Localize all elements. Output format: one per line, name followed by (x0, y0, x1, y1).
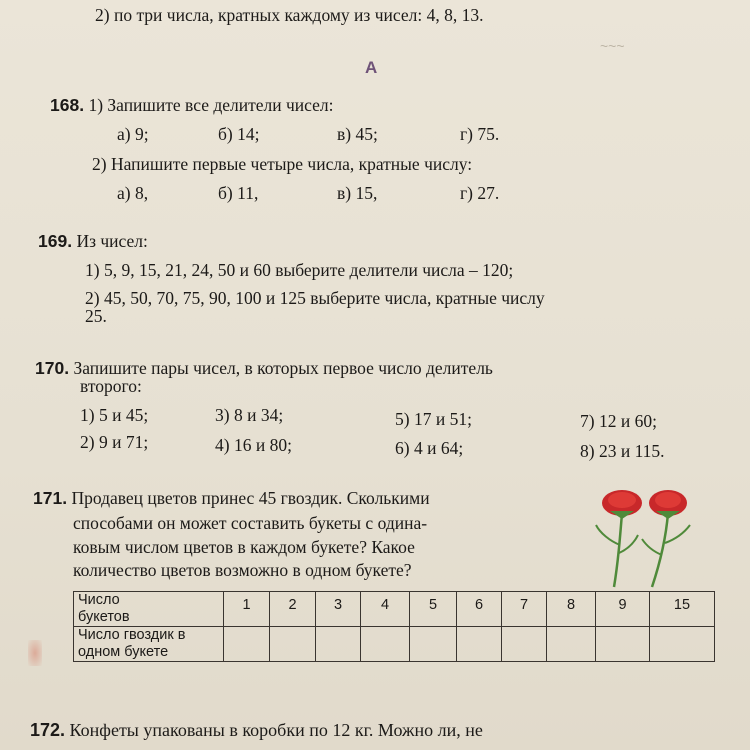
table-cell: 1 (224, 592, 270, 627)
table-row (74, 627, 715, 662)
table-cell: 9 (596, 592, 650, 627)
table-cell: 3 (316, 592, 361, 627)
bleed-through-text: ~~~ (600, 38, 625, 54)
top-line: 2) по три числа, кратных каждому из чисел: 4, 8, 13. (95, 5, 484, 25)
table-cell-empty (270, 627, 316, 662)
pair-item: 4) 16 и 80; (215, 435, 292, 455)
page-stain (28, 640, 42, 666)
problem-169-line1: 1) 5, 9, 15, 21, 24, 50 и 60 выберите делители числа – 120; (85, 260, 514, 280)
section-label: A (365, 58, 378, 77)
answer-option: в) 45; (337, 124, 378, 144)
table-cell: 8 (547, 592, 596, 627)
problem-169-line3: 25. (85, 306, 107, 326)
table-cell: 4 (361, 592, 410, 627)
pair-item: 6) 4 и 64; (395, 438, 464, 458)
table-cell-empty (547, 627, 596, 662)
problem-171-line4: количество цветов возможно в одном букете? (73, 560, 412, 580)
table-cell-empty (650, 627, 715, 662)
problem-number: 171. (33, 488, 68, 508)
table-cell-empty (224, 627, 270, 662)
table-header-bouquets: Число букетов (74, 592, 224, 627)
problem-171-line2: способами он может составить букеты с одина- (73, 513, 428, 533)
pair-item: 7) 12 и 60; (580, 411, 657, 431)
problem-171-line3: ковым числом цветов в каждом букете? Какое (73, 537, 415, 557)
pair-item: 3) 8 и 34; (215, 405, 284, 425)
table-cell-empty (596, 627, 650, 662)
problem-168-part2: 2) Напишите первые четыре числа, кратные числу: (92, 154, 473, 174)
problem-number: 168. (50, 95, 85, 115)
problem-number: 170. (35, 358, 70, 378)
problem-169-intro: Из чисел: (76, 231, 148, 251)
answer-option: б) 11, (218, 183, 259, 203)
table-cell-empty (457, 627, 502, 662)
table-cell-empty (361, 627, 410, 662)
problem-171-header (33, 488, 430, 509)
answer-option: г) 27. (460, 183, 500, 203)
answer-option: б) 14; (218, 124, 260, 144)
problem-169-line2: 2) 45, 50, 70, 75, 90, 100 и 125 выберите числа, кратные числу (85, 288, 545, 308)
problem-171-line1: Продавец цветов принес 45 гвоздик. Сколькими (71, 488, 430, 508)
table-cell: 7 (502, 592, 547, 627)
problem-172-text: Конфеты упакованы в коробки по 12 кг. Можно ли, не (69, 720, 483, 740)
table-row (74, 592, 715, 627)
pair-item: 5) 17 и 51; (395, 409, 472, 429)
table-cell: 5 (410, 592, 457, 627)
table-cell: 6 (457, 592, 502, 627)
answer-option: в) 15, (337, 183, 378, 203)
problem-number: 172. (30, 720, 66, 740)
pair-item: 1) 5 и 45; (80, 405, 149, 425)
table-cell-empty (316, 627, 361, 662)
table-cell-empty (410, 627, 457, 662)
table-cell: 15 (650, 592, 715, 627)
pair-item: 2) 9 и 71; (80, 432, 149, 452)
problem-169-header (38, 231, 148, 252)
pair-item: 8) 23 и 115. (580, 441, 665, 461)
problem-number: 169. (38, 231, 73, 251)
answer-option: а) 9; (117, 124, 149, 144)
problem-170-text2: второго: (80, 376, 142, 396)
problem-172-header (30, 720, 483, 741)
problem-168-header (50, 95, 334, 116)
bouquet-table (73, 591, 715, 662)
carnations-illustration (590, 483, 700, 588)
problem-168-part1: 1) Запишите все делители чисел: (88, 95, 334, 115)
table-cell: 2 (270, 592, 316, 627)
table-cell-empty (502, 627, 547, 662)
table-header-flowers-per-bouquet: Число гвоздик в одном букете (74, 627, 224, 662)
answer-option: а) 8, (117, 183, 149, 203)
problem-170-text: Запишите пары чисел, в которых первое число делитель (73, 358, 493, 378)
answer-option: г) 75. (460, 124, 500, 144)
